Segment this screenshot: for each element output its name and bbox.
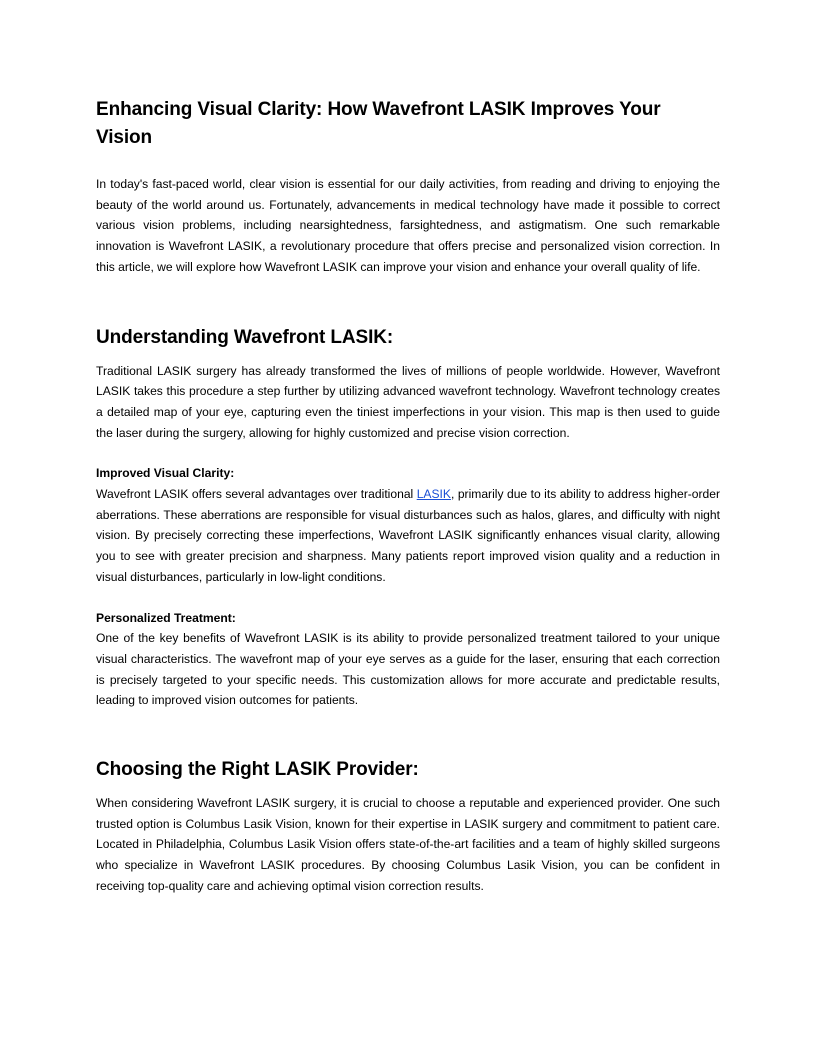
subheading-personalized-treatment: Personalized Treatment: [96, 610, 236, 625]
improved-clarity-text-before-link: Wavefront LASIK offers several advantages over traditional [96, 487, 417, 502]
understanding-paragraph: Traditional LASIK surgery has already transformed the lives of millions of people worldwide. However, Wavefront LASIK takes this procedure a step further by utilizing advanced wavefront technology. Wavefront technology creates a detailed map of your eye, capturing even the tiniest imperfections in your vision. This map is then used to guide the laser during the surgery, allowing for highly customized and precise vision correction. [96, 363, 720, 440]
intro-paragraph: In today's fast-paced world, clear vision is essential for our daily activities, from reading and driving to enjoying the beauty of the world around us. Fortunately, advancements in medical technology have made it possible to correct various vision problems, including nearsightedness, farsightedness, and astigmatism. One such remarkable innovation is Wavefront LASIK, a revolutionary procedure that offers precise and personalized vision correction. In this article, we will explore how Wavefront LASIK can improve your vision and enhance your overall quality of life. [96, 177, 720, 274]
choosing-provider-paragraph: When considering Wavefront LASIK surgery, it is crucial to choose a reputable and experienced provider. One such trusted option is Columbus Lasik Vision, known for their expertise in LASIK surgery and commitment to patient care. Located in Philadelphia, Columbus Lasik Vision offers state-of-the-art facilities and a team of highly skilled surgeons who specialize in Wavefront LASIK procedures. By choosing Columbus Lasik Vision, you can be confident in receiving top-quality care and achieving optimal vision correction results. [96, 796, 720, 893]
personalized-treatment-text: One of the key benefits of Wavefront LASIK is its ability to provide personalized treatment tailored to your unique visual characteristics. The wavefront map of your eye serves as a guide for the laser, ensuring that each correction is precisely targeted to your specific needs. This customization allows for more accurate and predictable results, leading to improved vision outcomes for patients. [96, 631, 720, 708]
lasik-link[interactable]: LASIK [416, 487, 451, 502]
section-heading-choosing-provider: Choosing the Right LASIK Provider: [96, 759, 419, 781]
document-title: Enhancing Visual Clarity: How Wavefront LASIK Improves Your Vision [96, 99, 661, 148]
personalized-treatment-block [96, 608, 720, 712]
improved-clarity-block [96, 463, 720, 587]
section-heading-understanding: Understanding Wavefront LASIK: [96, 326, 394, 348]
improved-clarity-text-after-link: , primarily due to its ability to address higher-order aberrations. These aberrations are responsible for visual disturbances such as halos, glares, and difficulty with night vision. By precisely correcting these imperfections, Wavefront LASIK significantly enhances visual clarity, allowing you to see with greater precision and sharpness. Many patients report improved vision quality and a reduction in visual disturbances, particularly in low-light conditions. [96, 487, 721, 584]
document-page [96, 96, 720, 897]
subheading-improved-clarity: Improved Visual Clarity: [96, 466, 235, 481]
